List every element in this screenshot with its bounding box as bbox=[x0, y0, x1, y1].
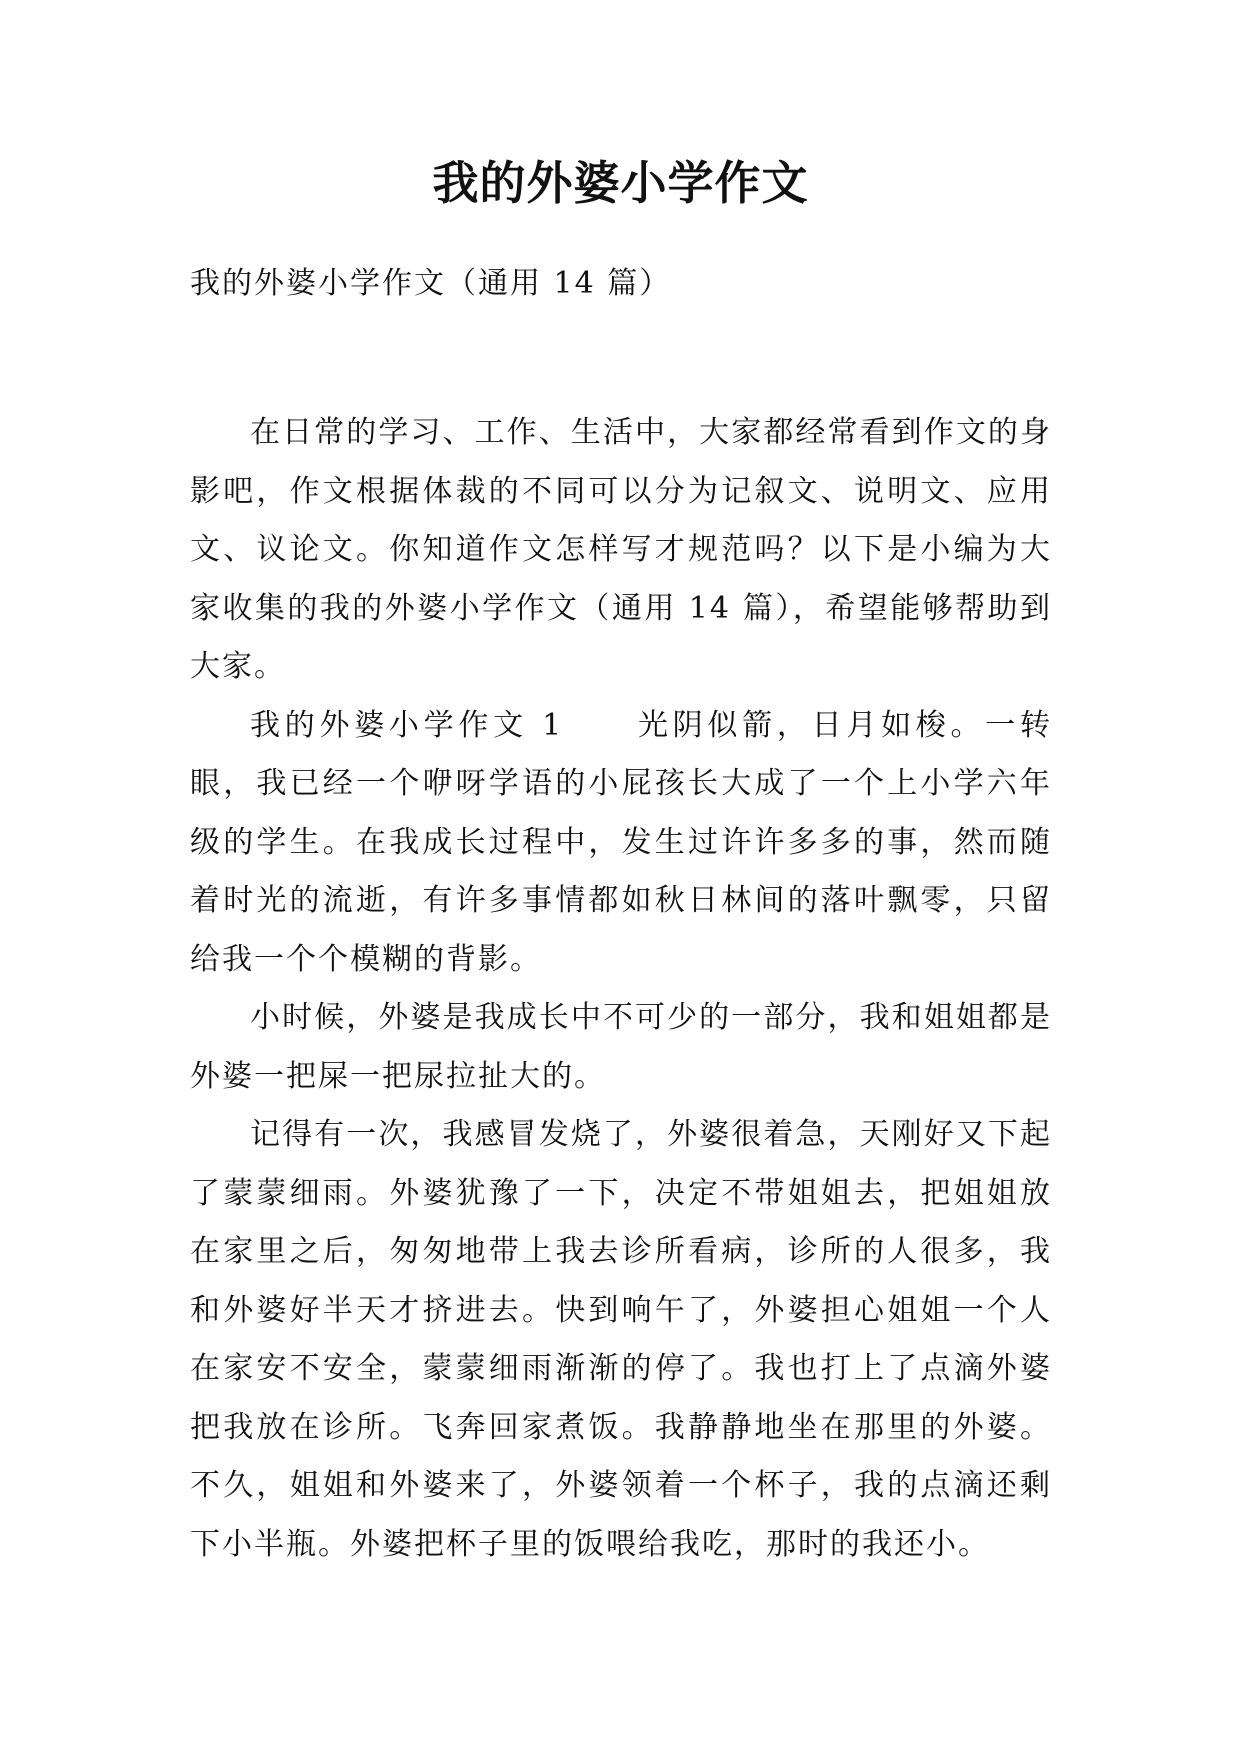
document-body bbox=[190, 404, 1052, 1574]
paragraph-2: 小时候，外婆是我成长中不可少的一部分，我和姐姐都是外婆一把屎一把尿拉扯大的。 bbox=[190, 1000, 1052, 1094]
document-subtitle: 我的外婆小学作文（通用 14 篇） bbox=[190, 266, 672, 301]
intro-paragraph: 在日常的学习、工作、生活中，大家都经常看到作文的身影吧，作文根据体裁的不同可以分为记叙文、说明文、应用文、议论文。你知道作文怎样写才规范吗？以下是小编为大家收集的我的外婆小学作文（通用 14 篇），希望能够帮助到大家。 bbox=[190, 415, 1052, 684]
section-1-paragraph bbox=[190, 697, 1052, 990]
section-1-heading: 我的外婆小学作文 1 bbox=[250, 707, 564, 743]
document-title: 我的外婆小学作文 bbox=[432, 156, 809, 210]
section-1-text: 光阴似箭，日月如梭。一转眼，我已经一个咿呀学语的小屁孩长大成了一个上小学六年级的学生。在我成长过程中，发生过许许多多的事，然而随着时光的流逝，有许多事情都如秋日林间的落叶飘零，只留给我一个个模糊的背影。 bbox=[190, 707, 1053, 977]
paragraph-3: 记得有一次，我感冒发烧了，外婆很着急，天刚好又下起了蒙蒙细雨。外婆犹豫了一下，决定不带姐姐去，把姐姐放在家里之后，匆匆地带上我去诊所看病，诊所的人很多，我和外婆好半天才挤进去。快到响午了，外婆担心姐姐一个人在家安不安全，蒙蒙细雨渐渐的停了。我也打上了点滴外婆把我放在诊所。飞奔回家煮饭。我静静地坐在那里的外婆。不久，姐姐和外婆来了，外婆领着一个杯子，我的点滴还剩下小半瓶。外婆把杯子里的饭喂给我吃，那时的我还小。 bbox=[190, 1117, 1052, 1562]
